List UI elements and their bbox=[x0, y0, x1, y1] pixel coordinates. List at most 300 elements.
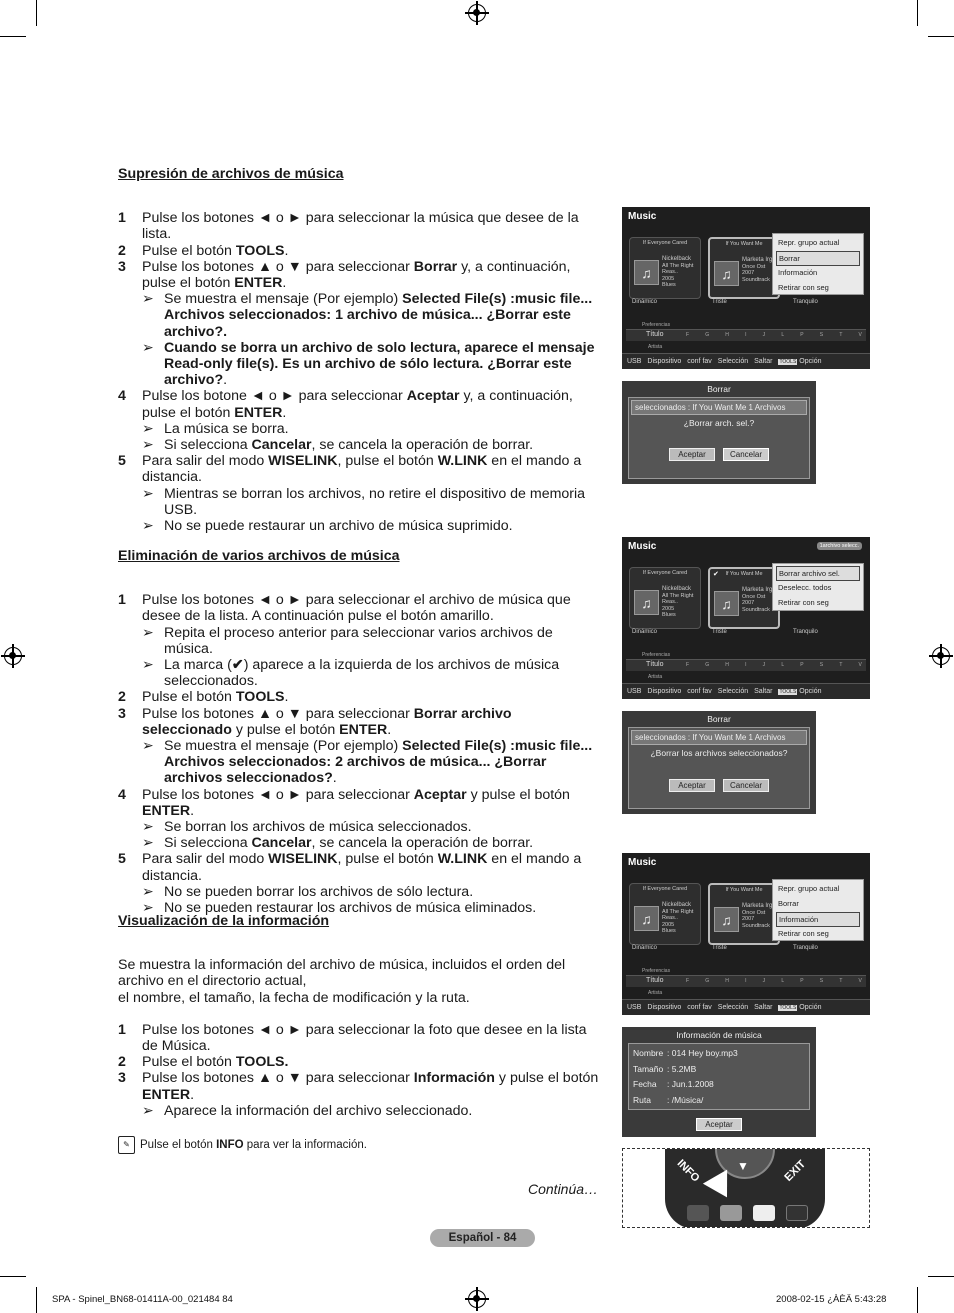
step-keyword: ENTER bbox=[142, 1086, 191, 1103]
page-number: Español - 84 bbox=[430, 1229, 535, 1247]
cancel-button[interactable]: Cancelar bbox=[723, 779, 769, 792]
step-number: 5 bbox=[118, 453, 126, 470]
tv-music-screen bbox=[622, 207, 870, 369]
tools-menu bbox=[772, 233, 864, 295]
usb-label: USB bbox=[627, 358, 642, 365]
step-2 bbox=[118, 1054, 603, 1070]
card-year: 2007 bbox=[742, 916, 755, 922]
section-heading: Supresión de archivos de música bbox=[118, 166, 344, 182]
note bbox=[118, 486, 603, 518]
step-number: 3 bbox=[118, 1070, 126, 1087]
step-number: 1 bbox=[118, 592, 126, 609]
step-number: 5 bbox=[118, 851, 126, 868]
device-hint: Dispositivo bbox=[647, 688, 682, 695]
step-keyword: TOOLS. bbox=[235, 1054, 289, 1071]
card-title: If You Want Me bbox=[725, 887, 763, 893]
step-keyword: W.LINK bbox=[437, 453, 488, 470]
tab-label: Preferencias bbox=[642, 322, 671, 328]
device-hint: Dispositivo bbox=[647, 358, 682, 365]
step-number: 3 bbox=[118, 258, 126, 275]
menu-item[interactable]: Retirar con seg bbox=[778, 598, 829, 607]
note bbox=[118, 421, 603, 437]
registration-mark-icon bbox=[468, 1290, 486, 1308]
footer-bar bbox=[622, 999, 870, 1015]
note-text: . bbox=[223, 372, 228, 389]
favorite-hint: conf fav bbox=[687, 1004, 712, 1011]
device-hint: Dispositivo bbox=[647, 1004, 682, 1011]
remote-control-illustration bbox=[622, 1148, 870, 1228]
tv-music-screen bbox=[622, 537, 870, 699]
card-genre: Blues bbox=[662, 282, 676, 288]
info-label: Fecha bbox=[633, 1079, 657, 1089]
letter[interactable]: T bbox=[839, 978, 843, 984]
step-number: 3 bbox=[118, 705, 126, 722]
tools-menu bbox=[772, 879, 864, 941]
music-note-icon: ♫ bbox=[714, 591, 739, 616]
mood-label: Tranquilo bbox=[793, 945, 818, 951]
music-card[interactable] bbox=[708, 237, 780, 299]
check-mark-icon: ✔ bbox=[231, 657, 244, 674]
tab-title[interactable]: Título bbox=[646, 661, 664, 668]
step-text: y, a continuación, pulse el botón bbox=[142, 388, 573, 421]
step-text: y pulse el botón bbox=[494, 1070, 599, 1087]
step-keyword: Borrar archivo seleccionado bbox=[142, 705, 512, 738]
music-note-icon: ♫ bbox=[714, 907, 739, 932]
step-keyword: ENTER bbox=[234, 404, 283, 421]
card-year: 2005 bbox=[662, 921, 675, 928]
letter[interactable]: G bbox=[705, 978, 710, 984]
step-text: Para salir del modo bbox=[142, 851, 269, 868]
step-keyword: TOOLS bbox=[235, 242, 285, 259]
step-text: . bbox=[284, 689, 289, 706]
dialog-title: Borrar bbox=[707, 714, 731, 724]
select-hint: Selección bbox=[717, 358, 749, 365]
tab-title[interactable]: Título bbox=[646, 331, 664, 338]
card-year: 2005 bbox=[662, 275, 675, 282]
tip-text: Pulse el botón bbox=[140, 1139, 217, 1152]
step-2 bbox=[118, 243, 603, 259]
step-3 bbox=[118, 706, 603, 738]
letter[interactable]: S bbox=[819, 978, 824, 984]
step-5 bbox=[118, 453, 603, 485]
crop-mark bbox=[36, 1287, 37, 1313]
dialog-body bbox=[628, 1043, 810, 1110]
card-title: If Everyone Cared bbox=[642, 570, 688, 576]
crop-mark bbox=[917, 0, 918, 26]
screen-title: Music bbox=[628, 857, 657, 868]
step-text: . bbox=[282, 275, 287, 292]
step-1 bbox=[118, 592, 603, 624]
card-info bbox=[742, 587, 772, 613]
accept-button[interactable]: Aceptar bbox=[696, 1118, 742, 1131]
intro-line: Se muestra la información del archivo de música, incluidos el orden del archivo en el directorio actual, bbox=[118, 957, 566, 990]
info-value: : 5.2MB bbox=[667, 1063, 697, 1074]
favorite-hint: conf fav bbox=[687, 358, 712, 365]
section-heading: Visualización de la información bbox=[118, 913, 330, 929]
mood-label: Tranquilo bbox=[793, 299, 818, 305]
mood-label: Triste bbox=[712, 629, 727, 635]
letter[interactable]: L bbox=[781, 332, 785, 338]
letter[interactable]: J bbox=[762, 332, 766, 338]
note-text: No se pueden borrar los archivos de sólo lectura. bbox=[164, 883, 474, 900]
letter[interactable]: T bbox=[839, 662, 843, 668]
letter[interactable]: P bbox=[800, 978, 804, 984]
step-text: y pulse el botón bbox=[231, 721, 340, 738]
step-number: 2 bbox=[118, 242, 126, 259]
note bbox=[118, 835, 603, 851]
tab-label: Artista bbox=[648, 344, 663, 350]
letter[interactable]: F bbox=[686, 978, 690, 984]
menu-item[interactable]: Deselecc. todos bbox=[778, 583, 832, 592]
step-number: 2 bbox=[118, 1054, 126, 1071]
note bbox=[118, 291, 603, 340]
letter[interactable]: I bbox=[745, 332, 747, 338]
mood-label: Triste bbox=[712, 299, 727, 305]
select-hint: Selección bbox=[717, 688, 749, 695]
letter[interactable]: S bbox=[819, 332, 824, 338]
sort-tabs bbox=[626, 659, 866, 671]
usb-label: USB bbox=[627, 688, 642, 695]
card-genre: Blues bbox=[662, 612, 676, 618]
registration-mark-icon bbox=[4, 647, 22, 665]
letter[interactable]: V bbox=[858, 662, 862, 668]
letter[interactable]: I bbox=[745, 978, 747, 984]
crop-mark bbox=[0, 36, 26, 37]
step-keyword: WISELINK bbox=[268, 851, 338, 868]
dialog-body bbox=[628, 727, 810, 809]
note-text: , se cancela la operación de borrar. bbox=[311, 835, 534, 852]
card-info bbox=[742, 257, 772, 283]
cancel-button[interactable]: Cancelar bbox=[723, 448, 769, 461]
step-text: , pulse el botón bbox=[337, 851, 438, 868]
skip-hint: Saltar bbox=[754, 1004, 773, 1011]
tab-title[interactable]: Título bbox=[646, 977, 664, 984]
menu-item[interactable]: Borrar bbox=[776, 251, 860, 266]
info-row bbox=[633, 1062, 805, 1078]
registration-mark-icon bbox=[468, 4, 486, 22]
step-keyword: W.LINK bbox=[437, 851, 488, 868]
sort-tabs bbox=[626, 975, 866, 987]
step-number: 4 bbox=[118, 786, 126, 803]
usb-label: USB bbox=[627, 1004, 642, 1011]
letter[interactable]: L bbox=[781, 662, 785, 668]
letter[interactable]: V bbox=[858, 332, 862, 338]
card-genre: Blues bbox=[662, 928, 676, 934]
music-info-dialog bbox=[622, 1027, 816, 1137]
card-album: Once Ost bbox=[742, 593, 766, 600]
note-text: Si selecciona bbox=[164, 835, 252, 852]
music-note-icon: ♫ bbox=[714, 261, 739, 286]
info-row bbox=[633, 1046, 805, 1062]
favorite-hint: conf fav bbox=[687, 688, 712, 695]
note bbox=[118, 1103, 603, 1119]
letter[interactable]: H bbox=[725, 662, 729, 668]
note-keyword: Selected File(s) :music file... Archivos seleccionados: 1 archivo de música... ¿Borrar este archivo?. bbox=[164, 291, 593, 340]
delete-dialog bbox=[622, 381, 816, 484]
info-value: : Jun.1.2008 bbox=[667, 1079, 714, 1089]
card-title: If You Want Me bbox=[725, 241, 763, 247]
letter-index bbox=[686, 330, 862, 341]
note-text: No se pueden restaurar los archivos de música eliminados. bbox=[164, 900, 537, 917]
step-number: 1 bbox=[118, 210, 126, 227]
info-label: Tamaño bbox=[633, 1063, 664, 1074]
note-text: La marca ( bbox=[164, 657, 232, 674]
note-keyword: Cuando se borra un archivo de solo lectura, aparece el mensaje Read-only file(s). Es un archivo de sólo lectura. ¿Borrar este archivo? bbox=[164, 339, 595, 389]
note-keyword: Selected File(s) :music file... Archivos seleccionados: 2 archivos de música... ¿Borrar archivos seleccionados? bbox=[164, 738, 593, 787]
card-title: If You Want Me bbox=[725, 571, 763, 577]
letter[interactable]: V bbox=[858, 978, 862, 984]
card-album: All The Right Reas.. bbox=[662, 262, 694, 275]
letter[interactable]: H bbox=[725, 332, 729, 338]
accept-button[interactable]: Aceptar bbox=[669, 779, 715, 792]
letter[interactable]: J bbox=[762, 978, 766, 984]
card-year: 2007 bbox=[742, 270, 755, 276]
note bbox=[118, 437, 603, 453]
tv-music-screen bbox=[622, 853, 870, 1015]
step-keyword: ENTER bbox=[142, 802, 191, 819]
menu-item[interactable]: Retirar con seg bbox=[778, 283, 829, 292]
step-text: . bbox=[190, 802, 195, 819]
menu-item[interactable]: Información bbox=[778, 268, 818, 277]
selection-count-badge: 1archivo selecc. bbox=[817, 542, 862, 550]
select-hint: Selección bbox=[717, 1004, 749, 1011]
step-text: Pulse los botones ◄ o ► para seleccionar la foto que desee en la lista de Música. bbox=[142, 1021, 587, 1055]
music-card[interactable] bbox=[629, 883, 701, 945]
step-number: 2 bbox=[118, 689, 126, 706]
letter[interactable]: G bbox=[705, 332, 710, 338]
step-keyword: TOOLS bbox=[235, 689, 285, 706]
step-4 bbox=[118, 388, 603, 420]
mood-label: Triste bbox=[712, 945, 727, 951]
music-note-icon: ♫ bbox=[634, 906, 659, 931]
check-mark-icon: ✔ bbox=[713, 571, 719, 578]
card-album: All The Right Reas.. bbox=[662, 908, 694, 921]
info-button[interactable]: INFO bbox=[674, 1157, 702, 1185]
info-row bbox=[633, 1093, 805, 1109]
letter[interactable]: F bbox=[686, 332, 690, 338]
note-text: La música se borra. bbox=[164, 420, 289, 437]
step-number: 1 bbox=[118, 1021, 126, 1038]
remote-body bbox=[665, 1149, 825, 1228]
info-row bbox=[633, 1077, 805, 1093]
registration-mark-icon bbox=[932, 647, 950, 665]
crop-mark bbox=[36, 0, 37, 26]
section-info bbox=[118, 913, 603, 1119]
print-footer-right: 2008-02-15 ¿ÀÈÄ 5:43:28 bbox=[776, 1294, 887, 1305]
menu-item[interactable]: Borrar archivo sel. bbox=[776, 566, 860, 581]
menu-item[interactable]: Repr. grupo actual bbox=[778, 238, 840, 247]
note bbox=[118, 518, 603, 534]
selection-bar: seleccionados : If You Want Me 1 Archivos bbox=[631, 400, 807, 415]
accept-button[interactable]: Aceptar bbox=[669, 448, 715, 461]
letter[interactable]: H bbox=[725, 978, 729, 984]
step-text: en el mando a distancia. bbox=[142, 453, 582, 486]
card-genre: Soundtrack bbox=[742, 276, 770, 283]
card-artist: Nickelback bbox=[662, 586, 692, 592]
card-title: If Everyone Cared bbox=[642, 886, 688, 892]
step-2 bbox=[118, 689, 603, 705]
step-text: . bbox=[387, 721, 392, 738]
dialog-message: ¿Borrar los archivos seleccionados? bbox=[650, 748, 788, 758]
yellow-button[interactable] bbox=[753, 1205, 775, 1221]
step-text: . bbox=[190, 1086, 195, 1103]
step-4 bbox=[118, 787, 603, 819]
step-text: Pulse los botones ◄ o ► para seleccionar bbox=[142, 786, 414, 803]
menu-item[interactable]: Borrar bbox=[778, 899, 799, 908]
tab-label: Preferencias bbox=[642, 968, 671, 974]
music-card[interactable] bbox=[708, 567, 780, 629]
tools-key-icon: TOOLS bbox=[779, 1005, 797, 1011]
selection-bar: seleccionados : If You Want Me 1 Archivos bbox=[631, 730, 807, 745]
note-keyword: Cancelar bbox=[251, 835, 312, 852]
info-label: Ruta bbox=[633, 1094, 651, 1105]
step-keyword: Información bbox=[413, 1070, 495, 1087]
note-text: ) aparece a la izquierda de los archivos de música seleccionados. bbox=[164, 657, 560, 690]
tools-key-icon: TOOLS bbox=[779, 689, 797, 695]
intro-text bbox=[118, 957, 603, 1006]
section-heading: Eliminación de varios archivos de música bbox=[118, 548, 400, 564]
letter[interactable]: F bbox=[686, 662, 690, 668]
letter[interactable]: L bbox=[781, 978, 785, 984]
crop-mark bbox=[928, 1276, 954, 1277]
note bbox=[118, 340, 603, 389]
letter[interactable]: J bbox=[762, 662, 766, 668]
card-year: 2005 bbox=[662, 605, 675, 612]
option-hint: Opción bbox=[799, 358, 822, 365]
card-info bbox=[662, 256, 700, 289]
card-artist: Nickelback bbox=[662, 902, 692, 908]
step-text: Pulse los botone ◄ o ► para seleccionar bbox=[142, 388, 407, 405]
footer-bar bbox=[622, 353, 870, 369]
note-text: Repita el proceso anterior para seleccionar varios archivos de música. bbox=[164, 624, 553, 657]
letter[interactable]: G bbox=[705, 662, 710, 668]
letter[interactable]: P bbox=[800, 332, 804, 338]
note-text: Mientras se borran los archivos, no retire el dispositivo de memoria USB. bbox=[164, 485, 586, 518]
note-keyword: Cancelar bbox=[251, 437, 312, 454]
tab-label: Preferencias bbox=[642, 652, 671, 658]
intro-line: el nombre, el tamaño, la fecha de modificación y la ruta. bbox=[118, 989, 470, 1006]
card-year: 2007 bbox=[742, 600, 755, 606]
card-album: All The Right Reas.. bbox=[662, 592, 694, 605]
menu-item[interactable]: Retirar con seg bbox=[778, 929, 829, 938]
card-info bbox=[662, 586, 700, 619]
mood-label: Dinámico bbox=[632, 945, 658, 951]
card-artist: Nickelback bbox=[662, 256, 692, 262]
step-text: . bbox=[284, 242, 289, 259]
note-pad-icon: ✎ bbox=[118, 1136, 135, 1154]
step-text: Pulse el botón bbox=[142, 1054, 236, 1071]
step-keyword: ENTER bbox=[234, 275, 283, 292]
card-genre: Soundtrack bbox=[742, 922, 770, 929]
red-button[interactable] bbox=[687, 1205, 709, 1221]
step-1 bbox=[118, 210, 603, 242]
info-label: Nombre bbox=[633, 1048, 664, 1058]
letter-index bbox=[686, 660, 862, 671]
note-text: Aparece la información del archivo seleccionado. bbox=[164, 1102, 473, 1119]
card-artist: Marketa Irg bbox=[742, 587, 773, 593]
skip-hint: Saltar bbox=[754, 688, 773, 695]
step-text: y pulse el botón bbox=[466, 786, 570, 803]
note-text: Se muestra el mensaje (Por ejemplo) bbox=[164, 738, 403, 755]
sort-tabs bbox=[626, 329, 866, 341]
step-text: Pulse los botones ◄ o ► para seleccionar la música que desee de la lista. bbox=[142, 210, 579, 243]
note bbox=[118, 625, 603, 657]
letter[interactable]: P bbox=[800, 662, 804, 668]
skip-hint: Saltar bbox=[754, 358, 773, 365]
note-text: , se cancela la operación de borrar. bbox=[311, 437, 534, 454]
step-number: 4 bbox=[118, 388, 126, 405]
note-text: No se puede restaurar un archivo de música suprimido. bbox=[164, 518, 513, 535]
exit-button[interactable]: EXIT bbox=[782, 1158, 809, 1184]
tab-label: Artista bbox=[648, 674, 663, 680]
letter-index bbox=[686, 976, 862, 987]
chevron-down-icon[interactable]: ▼ bbox=[737, 1159, 749, 1173]
dialog-title: Borrar bbox=[707, 384, 731, 394]
green-button[interactable] bbox=[720, 1205, 742, 1221]
letter[interactable]: I bbox=[745, 662, 747, 668]
mood-label: Dinámico bbox=[632, 629, 658, 635]
screen-title: Music bbox=[628, 541, 657, 552]
letter[interactable]: T bbox=[839, 332, 843, 338]
crop-mark bbox=[917, 1287, 918, 1313]
note-text: Se borran los archivos de música seleccionados. bbox=[164, 819, 472, 836]
note-text: . bbox=[332, 770, 337, 787]
music-card[interactable] bbox=[708, 883, 780, 945]
blue-button[interactable] bbox=[786, 1205, 808, 1221]
step-5 bbox=[118, 851, 603, 883]
note bbox=[118, 884, 603, 900]
step-text: Pulse los botones ▲ o ▼ para seleccionar bbox=[142, 705, 414, 722]
step-text: Pulse los botones ▲ o ▼ para seleccionar bbox=[142, 1070, 414, 1087]
step-3 bbox=[118, 1070, 603, 1102]
step-text: , pulse el botón bbox=[337, 453, 438, 470]
print-footer-left: SPA - Spinel_BN68-01411A-00_021484 84 bbox=[52, 1294, 233, 1305]
music-card[interactable] bbox=[629, 237, 701, 299]
tools-menu bbox=[772, 563, 864, 611]
dialog-title: Información de música bbox=[676, 1030, 762, 1040]
note bbox=[118, 738, 603, 787]
step-keyword: Borrar bbox=[413, 258, 458, 275]
mood-label: Dinámico bbox=[632, 299, 658, 305]
step-3 bbox=[118, 259, 603, 291]
tip bbox=[118, 1136, 367, 1154]
step-text: Pulse los botones ◄ o ► para seleccionar el archivo de música que desee de la lista. A continuación pulse el botón amarillo. bbox=[142, 592, 571, 625]
step-text: y, a continuación, pulse el botón bbox=[142, 258, 571, 292]
card-artist: Marketa Irg bbox=[742, 257, 773, 263]
step-text: Pulse el botón bbox=[142, 689, 236, 706]
card-genre: Soundtrack bbox=[742, 606, 770, 613]
step-keyword: WISELINK bbox=[268, 453, 338, 470]
menu-item[interactable]: Repr. grupo actual bbox=[778, 884, 840, 893]
dialog-body bbox=[628, 397, 810, 479]
step-text: en el mando a distancia. bbox=[142, 851, 582, 884]
option-hint: Opción bbox=[799, 688, 822, 695]
letter[interactable]: S bbox=[819, 662, 824, 668]
crop-mark bbox=[0, 1276, 26, 1277]
tools-key-icon: TOOLS bbox=[779, 359, 797, 365]
tip-keyword: INFO bbox=[216, 1139, 244, 1152]
crop-mark bbox=[928, 36, 954, 37]
music-card[interactable] bbox=[629, 567, 701, 629]
dialog-message: ¿Borrar arch. sel.? bbox=[683, 418, 755, 428]
music-note-icon: ♫ bbox=[634, 260, 659, 285]
music-note-icon: ♫ bbox=[634, 590, 659, 615]
screen-title: Music bbox=[628, 211, 657, 222]
step-1 bbox=[118, 1022, 603, 1054]
card-info bbox=[662, 902, 700, 935]
step-text: . bbox=[282, 404, 287, 421]
menu-item[interactable]: Información bbox=[776, 912, 860, 927]
